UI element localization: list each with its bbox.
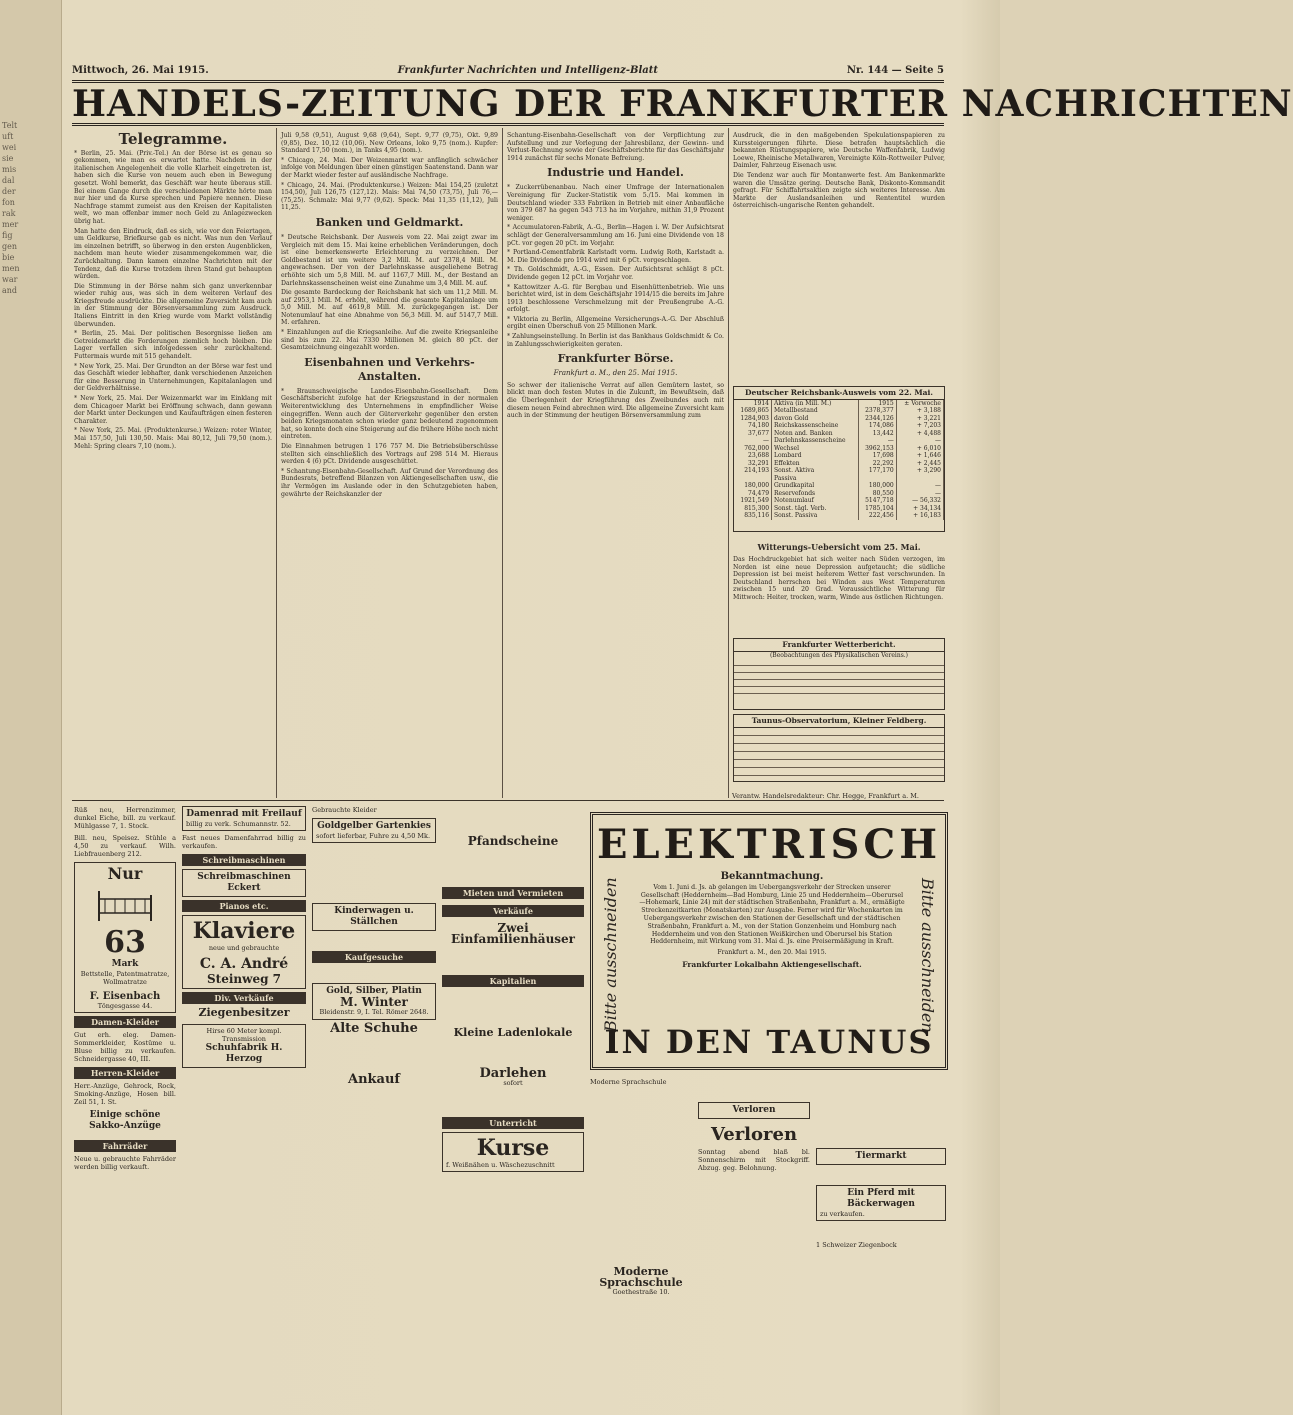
article-paragraph: * Chicago, 24. Mai. Der Weizenmarkt war anfänglich schwächer infolge von Meldungen über einen günstigen Saatenstand. Dann war der Markt wieder fester auf ausländische Nachfrage. xyxy=(281,156,498,179)
table-cell xyxy=(896,475,943,483)
table-cell: davon Gold xyxy=(772,415,859,423)
ad-text: zu verkaufen. xyxy=(820,1210,865,1218)
ad-heading: Alte Schuhe xyxy=(330,1020,418,1036)
category-verkaeufe: Verkäufe xyxy=(442,905,584,917)
ad-gold-silber xyxy=(312,983,436,1019)
table-cell: 1914 xyxy=(734,400,772,408)
elek-notice-text: Vom 1. Juni d. Js. ab gelangen im Uebergangsverkehr der Strecken unserer Gesellschaft (Heddernheim—Bad Homburg, Linie 25 und Heddernheim—Oberursel—Hohemark, Linie 24) mit der städtischen Straßenbahn, Frankfurt a. M., ermäßigte Streckenzeitkarten (Monatskarten) zur Ausgabe. Ferner wird für Wochenkarten im Uebergangsverkehr zwischen den Stationen der Gesellschaft und der städtischen Straßenbahn, Frankfurt a. M., von der Station Gonzenheim und Homburg nach Heddernheim und von den Stationen Weißkirchen und Oberursel bis Station Heddernheim, mit Wirkung vom 31. Mai d. Js. eine Preisermäßigung in Kraft. xyxy=(639,883,905,946)
witterung-text: Das Hochdruckgebiet hat sich weiter nach Süden verzogen, im Norden ist eine neue Depression aufgetaucht; die südliche Depression ist bei meist heiterem Wetter fast verschwunden. In Deutschland herrschen bei Winden aus West Temperaturen zwischen 15 und 20 Grad. Voraussichtliche Witterung für Mittwoch: Heiter, trocken, warm, Winde aus östlichen Richtungen. xyxy=(733,556,945,601)
table-row xyxy=(734,512,944,520)
ad-text: Hirse 60 Meter kompl. Transmission xyxy=(206,1026,282,1044)
table-cell: Sonst. tägl. Verb. xyxy=(772,505,859,513)
ad-heading: Ankauf xyxy=(347,1071,400,1087)
section-title-banken: Banken und Geldmarkt. xyxy=(315,215,464,229)
table-title: Deutscher Reichsbank-Ausweis vom 22. Mai. xyxy=(734,387,944,400)
ad-firm-name: M. Winter xyxy=(340,995,408,1010)
table-row xyxy=(734,475,944,483)
ad-heading: Zwei Einfamilienhäuser xyxy=(450,921,576,946)
redakteur-note: Verantw. Handelsredakteur: Chr. Hegge, Frankfurt a. M. xyxy=(732,792,919,800)
table-cell: Wechsel xyxy=(772,445,859,453)
ad-price: 63 xyxy=(104,925,146,961)
category-mieten: Mieten und Vermieten xyxy=(442,887,584,899)
article-paragraph: * Viktoria zu Berlin, Allgemeine Versicherungs-A.-G. Der Abschluß ergibt einen Überschuß von 25 Millionen Mark. xyxy=(507,315,724,331)
section-divider xyxy=(72,800,944,801)
ad-tiermarkt-box xyxy=(816,1148,946,1165)
ad-heading: Goldgelber Gartenkies xyxy=(317,821,431,832)
ad-text: Herr.-Anzüge, Gehrock, Rock, Smoking-Anzüge, Hosen bill. Zeil 51, I. St. xyxy=(74,1081,176,1107)
witterung-section xyxy=(733,538,945,634)
category-pianos: Pianos etc. xyxy=(182,900,306,912)
header-paper-name: Frankfurter Nachrichten und Intelligenz-Blatt xyxy=(397,64,658,76)
article-paragraph: Die Tendenz war auch für Montanwerte fest. Am Bankenmarkte waren die Umsätze gering. Deutsche Bank, Diskonto-Kommandit gefragt. Für Schiffahrtsaktien zeigte sich weiteres Interesse. Am Markte der Auslandsanleihen und Rententitel wurden österreichisch-ungarische Renten gehandelt. xyxy=(733,171,945,210)
ad-text: Moderne Sprachschule xyxy=(590,1078,667,1086)
ad-firm-address: Steinweg 7 xyxy=(206,971,281,986)
ad-text: billig zu verk. Schumannstr. 52. xyxy=(186,820,291,828)
ad-currency: Mark xyxy=(111,959,139,970)
ad-klaviere xyxy=(182,915,306,989)
wetter-grid xyxy=(734,659,944,699)
table-cell: Reichskassenscheine xyxy=(772,422,859,430)
table-row xyxy=(734,497,944,505)
table-cell: 23,688 xyxy=(734,452,772,460)
table-cell: + 2,445 xyxy=(896,460,943,468)
table-cell: + 7,203 xyxy=(896,422,943,430)
header-date: Mittwoch, 26. Mai 1915. xyxy=(72,64,209,76)
ad-text: Gut erh. eleg. Damen-Sommerkleider, Kostüme u. Bluse billig zu verkaufen. Schneidergasse 40, III. xyxy=(74,1030,176,1064)
ad-text: Fast neues Damenfahrrad billig zu verkaufen. xyxy=(182,834,306,851)
ad-heading: Kleine Ladenlokale xyxy=(453,1026,573,1039)
table-row xyxy=(734,490,944,498)
ad-heading: Verloren xyxy=(732,1105,776,1115)
table-row xyxy=(734,482,944,490)
page-header xyxy=(72,62,944,78)
article-paragraph: Ausdruck, die in den maßgebenden Spekulationspapieren zu Kurssteigerungen führte. Diese betrafen hauptsächlich die bekannten Rüstungspapiere, wie Deutsche Waffenfabrik, Ludwig Loewe, Rheinische Metallwaren, Vereinigte Köln-Rottweiler Pulver, Daimler, Fahrzeug Eisenach usw. xyxy=(733,132,945,170)
ad-text: Neue u. gebrauchte Fahrräder werden billig verkauft. xyxy=(74,1155,176,1172)
column-industrie xyxy=(507,132,724,796)
table-cell: Metallbestand xyxy=(772,407,859,415)
taunus-grid xyxy=(734,728,944,776)
table-cell: + 34,134 xyxy=(896,505,943,513)
column-banken xyxy=(281,132,498,796)
table-cell: Darlehnskassenscheine xyxy=(772,437,859,445)
ad-firm-name: F. Eisenbach xyxy=(89,990,161,1002)
ad-text: Gebrauchte Kleider xyxy=(312,806,377,814)
witterung-title: Witterungs-Uebersicht vom 25. Mai. xyxy=(757,542,921,552)
table-cell: 1284,903 xyxy=(734,415,772,423)
ad-gartenkies xyxy=(312,818,436,843)
ads-column-4 xyxy=(442,806,584,1406)
article-paragraph: Die Stimmung in der Börse nahm sich ganz unverkennbar wieder ruhig aus, was sich in dem weiteren Verlauf des Kriegsfreude ausdrückte. Die allgemeine Zuversicht kam auch in der Stimmung der Börsenversammlung zum Ausdruck. Italiens Eintritt in den Krieg wurde vom Markt vollständig überwunden. xyxy=(74,282,272,328)
wetter-subtitle: (Beobachtungen des Physikalischen Vereins.) xyxy=(769,651,909,659)
table-cell: Aktiva (in Mill. M.) xyxy=(772,400,859,408)
table-cell: Reservefonds xyxy=(772,490,859,498)
ad-firm-address: Töngesgasse 44. xyxy=(97,1001,153,1010)
ad-text: sofort lieferbar, Fuhre zu 4,50 Mk. xyxy=(316,832,431,841)
table-cell: 222,456 xyxy=(858,512,896,520)
ad-text: Bettstelle, Patentmatratze, Wollmatratze xyxy=(80,970,170,987)
table-cell: 1689,865 xyxy=(734,407,772,415)
table-cell: 835,116 xyxy=(734,512,772,520)
ad-heading: Schreibmaschinen xyxy=(197,871,291,882)
table-cell: 815,300 xyxy=(734,505,772,513)
ad-heading: Darlehen xyxy=(479,1066,547,1081)
table-row xyxy=(734,452,944,460)
article-paragraph: * Zahlungseinstellung. In Berlin ist das Bankhaus Goldschmidt & Co. in Zahlungsschwierigkeiten geraten. xyxy=(507,333,724,348)
ads-column-6 xyxy=(698,1078,810,1408)
table-cell: + 3,290 xyxy=(896,467,943,475)
ad-text: neue und gebrauchte xyxy=(208,943,280,952)
category-herren-kleider: Herren-Kleider xyxy=(74,1067,176,1079)
table-cell: + 3,188 xyxy=(896,407,943,415)
ad-heading: Pfandscheine xyxy=(467,834,559,848)
ad-heading: Moderne Sprachschule xyxy=(599,1265,683,1290)
elek-side-label: Bitte ausschneiden xyxy=(918,877,937,1033)
table-cell xyxy=(734,475,772,483)
edge-text-fragments: Telt uft wei sie mis dal der fon rak mer fig gen bie men war and xyxy=(2,121,20,295)
table-cell: 174,086 xyxy=(858,422,896,430)
table-cell: + 3,221 xyxy=(896,415,943,423)
article-paragraph: * New York, 25. Mai. Der Weizenmarkt war im Einklang mit dem Chicagoer Markt bei Eröffnung schwach, dann gewann der Markt unter Deckungen und Kaufaufträgen einen festeren Charakter. xyxy=(74,395,272,425)
ad-kurse xyxy=(442,1132,584,1172)
category-kaufgesuche: Kaufgesuche xyxy=(312,951,436,963)
masthead: HANDELS-ZEITUNG DER FRANKFURTER NACHRICHTEN xyxy=(72,80,944,126)
table-cell: 74,479 xyxy=(734,490,772,498)
table-cell: Effekten xyxy=(772,460,859,468)
header-page-number: Nr. 144 — Seite 5 xyxy=(846,64,944,76)
table-cell: 32,291 xyxy=(734,460,772,468)
ads-column-5 xyxy=(590,1078,692,1408)
elek-side-label: Bitte ausschneiden xyxy=(601,877,620,1033)
table-cell: 214,193 xyxy=(734,467,772,475)
table-cell: + 4,488 xyxy=(896,430,943,438)
boerse-dateline: Frankfurt a. M., den 25. Mai 1915. xyxy=(553,369,678,378)
ad-transmission xyxy=(182,1024,306,1068)
ad-heading: Ziegenbesitzer xyxy=(198,1005,290,1019)
category-schreibmaschinen: Schreibmaschinen xyxy=(182,854,306,866)
column-rule xyxy=(502,128,503,798)
table-cell xyxy=(858,475,896,483)
ad-kinderwagen xyxy=(312,903,436,931)
table-cell: ± Vorwoche xyxy=(896,400,943,408)
table-cell: Sonst. Aktiva xyxy=(772,467,859,475)
category-div-verkaeufe: Div. Verkäufe xyxy=(182,992,306,1004)
article-paragraph: * Zuckerrübenanbau. Nach einer Umfrage der Internationalen Vereinigung für Zucker-Statistik vom 5./15. Mai kommen in Deutschland wieder 333 Fabriken in Betrieb mit einer Anbaufläche von 379 687 ha gegen 543 713 ha im Vorjahre, mithin 31,9 Prozent weniger. xyxy=(507,184,724,222)
ad-heading: Verloren xyxy=(710,1124,798,1145)
ad-text: Goethestraße 10. xyxy=(612,1288,670,1297)
table-cell: 177,170 xyxy=(858,467,896,475)
table-cell: Notenumlauf xyxy=(772,497,859,505)
table-cell: 3962,153 xyxy=(858,445,896,453)
table-cell: + 6,010 xyxy=(896,445,943,453)
table-cell: 2344,126 xyxy=(858,415,896,423)
table-row xyxy=(734,407,944,415)
ad-damenrad xyxy=(182,806,306,831)
article-paragraph: * Schantung-Eisenbahn-Gesellschaft. Auf Grund der Verordnung des Bundesrats, betreffend Bilanzen von Aktiengesellschaften usw., die ihr Vermögen im Auslande oder in den Schutzgebieten haben, gewährte der Reichskanzler der xyxy=(281,467,498,498)
column-telegramme xyxy=(74,132,272,796)
wetter-title: Frankfurter Wetterbericht. xyxy=(734,639,944,652)
elek-title: ELEKTRISCH xyxy=(596,821,942,868)
section-title-industrie: Industrie und Handel. xyxy=(547,166,684,180)
elek-notice-title: Bekanntmachung. xyxy=(720,871,824,882)
table-cell: 22,292 xyxy=(858,460,896,468)
article-paragraph: * Berlin, 25. Mai. (Priv.-Tel.) An der Börse ist es genau so gekommen, wie man es erwartet hatte. Nachdem in der italienischen Angelegenheit die volle Klarheit eingetreten ist, haben sich die Kurse von neuem auch eben in Bewegung gesetzt. Wohl bemerkt, das Geschäft war heute überaus still. Bei einem Gange durch die verschiedenen Märkte hörte man nur hier und da Kurse sprechen und Papiere nennen. Diese Nachfrage stammt zumeist aus den Kreisen der Kapitalisten welt, wo man offenbar immer noch Geld zu Anlagezwecken übrig hat. xyxy=(74,149,272,225)
ad-firm-name: Eckert xyxy=(227,882,261,893)
ad-text: sofort xyxy=(503,1079,523,1087)
table-cell: — xyxy=(734,437,772,445)
table-row xyxy=(734,467,944,475)
ad-firm-name: Schuhfabrik H. Herzog xyxy=(205,1043,283,1065)
article-paragraph: * Berlin, 25. Mai. Der politischen Besorgnisse ließen am Getreidemarkt die Forderungen ziemlich hoch bleiben. Die Lager verfallen sich infolgedessen sehr zurückhaltend. Futtermais wurde mit 515 gehandelt. xyxy=(74,330,272,361)
article-paragraph: * Accumulatoren-Fabrik, A.-G., Berlin—Hagen i. W. Der Aufsichtsrat schlägt der Generalversammlung am 16. Juni eine Dividende von 18 pCt. vor gegen 20 pCt. im Vorjahr. xyxy=(507,224,724,247)
article-paragraph: * Braunschweigische Landes-Eisenbahn-Gesellschaft. Dem Geschäftsbericht zufolge hat der Kriegszustand in der normalen Weiterentwicklung des Unternehmens in empfindlicher Weise eingegriffen. Wenn auch der Güterverkehr gegenüber den ersten beiden Kriegsmonaten schon wieder ganz bedeutend zugenommen hat, so konnte doch eine Steigerung auf die frühere Höhe noch nicht eintreten. xyxy=(281,387,498,441)
table-cell: + 16,183 xyxy=(896,512,943,520)
taunus-title: Taunus-Observatorium, Kleiner Feldberg. xyxy=(734,715,944,728)
ads-column-2 xyxy=(182,806,306,1406)
table-row xyxy=(734,422,944,430)
ad-furniture-offer xyxy=(74,862,176,1013)
table-cell: Lombard xyxy=(772,452,859,460)
table-row xyxy=(734,430,944,438)
table-cell: 2378,377 xyxy=(858,407,896,415)
article-paragraph: * Portland-Cementfabrik Karlstadt vorm. Ludwig Roth, Karlstadt a. M. Die Dividende pro 1914 wird mit 6 pCt. vorgeschlagen. xyxy=(507,249,724,264)
column-rule xyxy=(728,128,729,798)
table-cell: — xyxy=(896,490,943,498)
table-cell: Grundkapital xyxy=(772,482,859,490)
ad-text: Sonntag abend blaß bl. Sonnenschirm mit Stockgriff. Abzug. geg. Belohnung. xyxy=(698,1148,810,1173)
ad-text: Rüß neu, Herrenzimmer, dunkel Eiche, bill. zu verkauf. Mühlgasse 7, 1. Stock. xyxy=(74,806,176,831)
ad-schreibmaschinen xyxy=(182,869,306,897)
article-paragraph: So schwer der italienische Verrat auf allen Gemütern lastet, so blickt man doch festen Mutes in die Zukunft, im Bewußtsein, daß die Überlegenheit der Kriegführung des Zweibundes auch mit diesem neuen Feind abrechnen wird. Die allgemeine Zuversicht kam auch in der Stimmung der heutigen Börsenversammlung zum xyxy=(507,381,724,420)
category-unterricht: Unterricht xyxy=(442,1117,584,1129)
table-cell: 1785,104 xyxy=(858,505,896,513)
table-row xyxy=(734,415,944,423)
ad-heading: Gold, Silber, Platin xyxy=(326,986,422,997)
article-paragraph: Die Einnahmen betrugen 1 176 757 M. Die Betriebsüberschüsse stellten sich einschließlich des Vortrags auf 298 514 M. Hieraus werden 4 (6) pCt. Dividende ausgeschüttet. xyxy=(281,443,498,466)
article-paragraph: Die gesamte Bardeckung der Reichsbank hat sich um 11,2 Mill. M. auf 2953,1 Mill. M. erhöht, während die gesamte Kapitalanlage um 5,0 Mill. M. auf 4619,8 Mill. M. zurückgegangen ist. Der Notenumlauf hat eine Abnahme von 56,3 Mill. M. auf 5147,7 Mill. M. erfahren. xyxy=(281,289,498,327)
table-cell: 37,677 xyxy=(734,430,772,438)
ad-firm-address: Bleidenstr. 9, I. Tel. Römer 2648. xyxy=(319,1008,429,1017)
wetterbericht-table xyxy=(733,638,945,710)
article-paragraph: * Kattowitzer A.-G. für Bergbau und Eisenhüttenbetrieb. Wie uns berichtet wird, ist in dem Geschäftsjahr 1914/15 die bereits im Jahre 1913 beschlossene Verschmelzung mit der Preußengrube A.-G. erfolgt. xyxy=(507,283,724,314)
reichsbank-table xyxy=(733,386,945,532)
ad-heading: Kinderwagen u. Ställchen xyxy=(334,906,414,928)
table-cell: + 1,646 xyxy=(896,452,943,460)
elek-notice-signature: Frankfurter Lokalbahn Aktiengesellschaft. xyxy=(682,959,862,969)
section-title-telegramme: Telegramme. xyxy=(118,130,228,148)
table-cell: — 56,332 xyxy=(896,497,943,505)
section-title-boerse: Frankfurter Börse. xyxy=(557,352,674,366)
column-rule xyxy=(276,128,277,798)
ads-column-3 xyxy=(312,806,436,1406)
category-fahrraeder: Fahrräder xyxy=(74,1140,176,1152)
category-damen-kleider: Damen-Kleider xyxy=(74,1016,176,1028)
table-cell: 74,180 xyxy=(734,422,772,430)
ad-text: f. Weißnähen u. Wäschezuschnitt xyxy=(446,1161,555,1170)
article-paragraph: Schantung-Eisenbahn-Gesellschaft von der Verpflichtung zur Aufstellung und zur Vorlegung der Jahresbilanz, der Gewinn- und Verlust-Rechnung sowie der Geschäftsberichte für das Geschäftsjahr 1914 zunächst für sechs Monate Befreiung. xyxy=(507,132,724,162)
article-paragraph: Juli 9,58 (9,51), August 9,68 (9,64), Sept. 9,77 (9,75), Okt. 9,89 (9,85), Dez. 10,12 (10,06). New Orleans, loko 9,75 (nom.). Kupfer: Standard 17,50 (nom.), in Tanks 4,95 (nom.). xyxy=(281,132,498,155)
elek-notice-date: Frankfurt a. M., den 20. Mai 1915. xyxy=(717,949,827,957)
ad-heading: Einige schöne Sakko-Anzüge xyxy=(89,1110,161,1132)
table-cell: 180,000 xyxy=(858,482,896,490)
table-cell: 1921,549 xyxy=(734,497,772,505)
article-paragraph: * New York, 25. Mai. (Produktenkurse.) Weizen: roter Winter, Mai 157,50, Juli 130,50. Mais: Mai 80,12, Juli 79,50 (nom.). Mehl: Spring clears 7,10 (nom.). xyxy=(74,427,272,450)
ad-heading: Kurse xyxy=(476,1135,550,1162)
table-cell: Noten and. Banken xyxy=(772,430,859,438)
ad-heading: Ein Pferd mit Bäckerwagen xyxy=(847,1188,915,1209)
category-kapitalien: Kapitalien xyxy=(442,975,584,987)
reichsbank-table-grid xyxy=(734,400,944,520)
table-cell: Sonst. Passiva xyxy=(772,512,859,520)
table-cell: Passiva xyxy=(772,475,859,483)
article-paragraph: * New York, 25. Mai. Der Grundton an der Börse war fest und das Geschäft wieder lebhafter, dank verschiedenen Anzeichen für eine Besserung in Unternehmungen, Kapitalanlagen und der Geldverhältnisse. xyxy=(74,362,272,393)
table-row xyxy=(734,505,944,513)
previous-page-edge xyxy=(0,0,62,1415)
ad-heading: Damenrad mit Freilauf xyxy=(186,809,302,819)
bed-icon xyxy=(95,885,155,925)
table-cell: 80,550 xyxy=(858,490,896,498)
ad-text: Bill. neu, Speisez. Stühle a 4,50 zu verkauf. Wilh. Liebfrauenberg 212. xyxy=(74,833,176,859)
ad-firm-name: C. A. André xyxy=(199,955,289,972)
table-cell: 762,000 xyxy=(734,445,772,453)
table-cell: 13,442 xyxy=(858,430,896,438)
article-paragraph: * Deutsche Reichsbank. Der Ausweis vom 22. Mai zeigt zwar im Vergleich mit dem 15. Mai keine erheblichen Veränderungen, doch ist eine bemerkenswerte Erleichterung zu verzeichnen. Der Goldbestand ist um weitere 3,2 Mill. M. auf 2378,4 Mill. M. angewachsen. Der von der Darlehnskasse ausgeliehene Betrag erhöhte sich um 5,8 Mill. M. auf 1167,7 Mill. M., der Bestand an Darlehnskassenscheinen weist eine Zunahme um 3,4 Mill. M. auf. xyxy=(281,233,498,287)
ad-heading-klaviere: Klaviere xyxy=(192,917,296,944)
ad-nur: Nur xyxy=(107,864,143,884)
table-cell: — xyxy=(858,437,896,445)
ad-elektrisch-taunus xyxy=(590,812,948,1070)
table-cell: — xyxy=(896,482,943,490)
table-cell: — xyxy=(896,437,943,445)
article-paragraph: * Th. Goldschmidt, A.-G., Essen. Der Aufsichtsrat schlägt 8 pCt. Dividende gegen 12 pCt. im Vorjahr vor. xyxy=(507,266,724,281)
section-title-eisenbahnen: Eisenbahnen und Verkehrs-Anstalten. xyxy=(304,355,475,383)
article-paragraph: * Einzahlungen auf die Kriegsanleihe. Auf die zweite Kriegsanleihe sind bis zum 22. Mai 7330 Millionen M. gleich 80 pCt. der Gesamtzeichnung eingezahlt worden. xyxy=(281,329,498,352)
taunus-table xyxy=(733,714,945,782)
ad-pferd xyxy=(816,1185,946,1221)
ad-text: 1 Schweizer Ziegenbock xyxy=(816,1241,897,1250)
article-paragraph: Man hatte den Eindruck, daß es sich, wie vor den Feiertagen, um Geldkurse, Briefkurse gab es nicht. Was nun den Verlauf im einzelnen betrifft, so überwog in den ersten Augenblicken, nachdem man heute wieder zusammengekommen war, die Zurückhaltung. Dann kamen einzelne Nachrichten mit der Tendenz, daß die Kurse trotzdem ihren Stand gut behaupten würden. xyxy=(74,227,272,281)
table-cell: 180,000 xyxy=(734,482,772,490)
article-paragraph: * Chicago, 24. Mai. (Produktenkurse.) Weizen: Mai 154,25 (zuletzt 154,50), Juli 126,75 (127,12). Mais: Mai 74,50 (73,75), Juli 76,— (75,25). Schmalz: Mai 9,77 (9,62). Speck: Mai 11,35 (11,12), Juli 11,25. xyxy=(281,181,498,212)
ads-column-1 xyxy=(74,806,176,1406)
category-tiermarkt: Tiermarkt xyxy=(855,1151,907,1161)
table-row xyxy=(734,460,944,468)
table-cell: 1915 xyxy=(858,400,896,408)
ads-column-7 xyxy=(816,1078,946,1408)
table-row xyxy=(734,445,944,453)
table-row xyxy=(734,400,944,408)
table-cell: 5147,718 xyxy=(858,497,896,505)
column-boerse-cont xyxy=(733,132,945,384)
elek-subtitle: IN DEN TAUNUS xyxy=(604,1023,934,1061)
table-row xyxy=(734,437,944,445)
ad-verloren-box xyxy=(698,1102,810,1119)
elek-notice xyxy=(639,873,905,1023)
table-cell: 17,698 xyxy=(858,452,896,460)
